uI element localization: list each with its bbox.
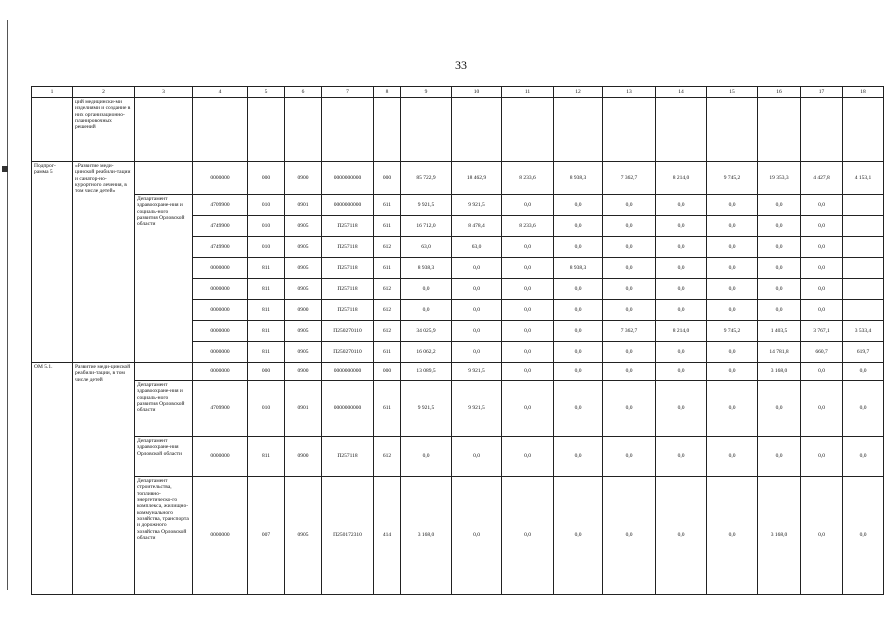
- value-cell: 007: [248, 477, 285, 595]
- value-cell: 0,0: [603, 437, 656, 477]
- value-cell: [843, 195, 884, 216]
- value-cell: 0000000: [193, 363, 248, 381]
- value-cell: 8 233,6: [502, 216, 554, 237]
- value-cell: 0905: [285, 477, 322, 595]
- value-cell: 611: [374, 258, 401, 279]
- value-cell: 0,0: [843, 437, 884, 477]
- value-cell: 619,7: [843, 342, 884, 363]
- value-cell: 010: [248, 237, 285, 258]
- empty-cell: [135, 98, 193, 162]
- subprogram-code: Подпрог-рамма 5: [32, 162, 73, 363]
- column-number: 16: [758, 87, 801, 98]
- value-cell: 611: [374, 381, 401, 437]
- value-cell: 0,0: [603, 381, 656, 437]
- value-cell: 811: [248, 321, 285, 342]
- value-cell: 0,0: [707, 216, 758, 237]
- value-cell: 0,0: [603, 195, 656, 216]
- value-cell: 0,0: [401, 279, 452, 300]
- value-cell: 414: [374, 477, 401, 595]
- budget-table: [31, 86, 884, 595]
- value-cell: 16 062,2: [401, 342, 452, 363]
- performer-cell: Департамент здравоохране-ния и социаль-ного развития Орловской области: [135, 381, 193, 437]
- empty-cell: [707, 98, 758, 162]
- value-cell: 0,0: [801, 195, 843, 216]
- value-cell: 0,0: [758, 300, 801, 321]
- value-cell: 0,0: [707, 300, 758, 321]
- value-cell: 0,0: [843, 477, 884, 595]
- value-cell: 4 427,8: [801, 162, 843, 195]
- value-cell: 0,0: [502, 342, 554, 363]
- value-cell: 0,0: [801, 258, 843, 279]
- value-cell: 612: [374, 300, 401, 321]
- value-cell: П257118: [322, 258, 374, 279]
- continuation-name: ций медицински-ми изделиями и создание в них организационно-планировочных решений: [73, 98, 135, 162]
- value-cell: [843, 216, 884, 237]
- value-cell: 19 353,3: [758, 162, 801, 195]
- value-cell: 0,0: [707, 258, 758, 279]
- value-cell: 0,0: [452, 321, 502, 342]
- value-cell: 0000000: [193, 162, 248, 195]
- column-number: 7: [322, 87, 374, 98]
- value-cell: 000: [248, 363, 285, 381]
- value-cell: 0,0: [452, 342, 502, 363]
- value-cell: 0,0: [656, 342, 707, 363]
- value-cell: 3 168,0: [401, 477, 452, 595]
- value-cell: 0900: [285, 162, 322, 195]
- value-cell: 18 462,9: [452, 162, 502, 195]
- value-cell: 010: [248, 381, 285, 437]
- value-cell: 0,0: [554, 300, 603, 321]
- empty-cell: [554, 98, 603, 162]
- column-number: 8: [374, 87, 401, 98]
- table-row: [32, 477, 884, 595]
- value-cell: 0,0: [707, 279, 758, 300]
- column-number: 5: [248, 87, 285, 98]
- table-row: [32, 381, 884, 437]
- left-margin-rule: [7, 20, 8, 590]
- value-cell: [843, 300, 884, 321]
- value-cell: 0905: [285, 258, 322, 279]
- value-cell: 0,0: [656, 300, 707, 321]
- value-cell: 0905: [285, 279, 322, 300]
- value-cell: 8 938,3: [401, 258, 452, 279]
- value-cell: 811: [248, 437, 285, 477]
- empty-cell: [248, 98, 285, 162]
- value-cell: 0,0: [502, 195, 554, 216]
- value-cell: 8 478,4: [452, 216, 502, 237]
- value-cell: 0,0: [707, 437, 758, 477]
- continuation-row: [32, 98, 884, 162]
- value-cell: [843, 237, 884, 258]
- value-cell: П257118: [322, 437, 374, 477]
- value-cell: 85 722,9: [401, 162, 452, 195]
- empty-cell: [285, 98, 322, 162]
- value-cell: 0,0: [502, 363, 554, 381]
- value-cell: 4749900: [193, 237, 248, 258]
- value-cell: 0,0: [801, 363, 843, 381]
- value-cell: П250270110: [322, 321, 374, 342]
- value-cell: 0,0: [603, 477, 656, 595]
- value-cell: 010: [248, 216, 285, 237]
- value-cell: 9 921,5: [401, 381, 452, 437]
- value-cell: 0,0: [502, 381, 554, 437]
- table-row: [32, 363, 884, 381]
- value-cell: 0,0: [401, 300, 452, 321]
- column-number-header-row: [32, 87, 884, 98]
- value-cell: 0000000: [193, 279, 248, 300]
- value-cell: 0,0: [758, 381, 801, 437]
- value-cell: 0,0: [401, 437, 452, 477]
- value-cell: 3 533,4: [843, 321, 884, 342]
- empty-cell: [322, 98, 374, 162]
- value-cell: 0,0: [603, 216, 656, 237]
- value-cell: 0900: [285, 363, 322, 381]
- value-cell: 4 153,1: [843, 162, 884, 195]
- value-cell: 0,0: [656, 381, 707, 437]
- value-cell: 811: [248, 342, 285, 363]
- empty-cell: [32, 98, 73, 162]
- value-cell: 0,0: [603, 237, 656, 258]
- value-cell: 611: [374, 342, 401, 363]
- value-cell: 0,0: [801, 300, 843, 321]
- value-cell: 4749900: [193, 216, 248, 237]
- empty-cell: [374, 98, 401, 162]
- value-cell: 0,0: [758, 279, 801, 300]
- performer-cell: [135, 162, 193, 195]
- value-cell: 9 921,5: [452, 363, 502, 381]
- empty-cell: [801, 98, 843, 162]
- value-cell: 0901: [285, 381, 322, 437]
- value-cell: 0,0: [707, 477, 758, 595]
- page-number: 33: [455, 58, 467, 72]
- value-cell: П250270110: [322, 342, 374, 363]
- value-cell: 0000000: [193, 300, 248, 321]
- value-cell: 0,0: [603, 300, 656, 321]
- value-cell: 0,0: [843, 381, 884, 437]
- value-cell: 0,0: [801, 237, 843, 258]
- value-cell: 0000000: [193, 477, 248, 595]
- value-cell: 8 233,6: [502, 162, 554, 195]
- value-cell: 0000000: [193, 258, 248, 279]
- value-cell: 0,0: [452, 477, 502, 595]
- value-cell: 0,0: [452, 258, 502, 279]
- value-cell: 9 921,5: [452, 381, 502, 437]
- value-cell: 0,0: [502, 300, 554, 321]
- value-cell: 0,0: [554, 216, 603, 237]
- value-cell: 0000000: [193, 342, 248, 363]
- measure-code: ОМ 5.1.: [32, 363, 73, 595]
- value-cell: 0,0: [707, 363, 758, 381]
- column-number: 14: [656, 87, 707, 98]
- value-cell: П257118: [322, 300, 374, 321]
- value-cell: 0000000000: [322, 162, 374, 195]
- value-cell: 9 745,2: [707, 321, 758, 342]
- value-cell: П257118: [322, 237, 374, 258]
- value-cell: 0,0: [554, 363, 603, 381]
- column-number: 12: [554, 87, 603, 98]
- value-cell: 811: [248, 279, 285, 300]
- value-cell: 0,0: [502, 477, 554, 595]
- value-cell: 0000000000: [322, 363, 374, 381]
- value-cell: [843, 258, 884, 279]
- value-cell: 0905: [285, 216, 322, 237]
- empty-cell: [193, 98, 248, 162]
- subprogram-performer: Департамент здравоохране-ния и социаль-ного развития Орловской области: [135, 195, 193, 363]
- value-cell: 0000000: [193, 437, 248, 477]
- value-cell: 0,0: [656, 477, 707, 595]
- value-cell: 8 938,3: [554, 162, 603, 195]
- value-cell: 0000000000: [322, 381, 374, 437]
- value-cell: 0,0: [554, 381, 603, 437]
- value-cell: 7 362,7: [603, 321, 656, 342]
- value-cell: 0,0: [554, 437, 603, 477]
- value-cell: 0900: [285, 437, 322, 477]
- value-cell: 000: [374, 363, 401, 381]
- column-number: 18: [843, 87, 884, 98]
- column-number: 4: [193, 87, 248, 98]
- value-cell: 0000000: [193, 321, 248, 342]
- value-cell: 010: [248, 195, 285, 216]
- value-cell: 0,0: [801, 216, 843, 237]
- value-cell: 0,0: [502, 321, 554, 342]
- value-cell: 0,0: [758, 237, 801, 258]
- value-cell: 0,0: [603, 258, 656, 279]
- value-cell: 0,0: [603, 363, 656, 381]
- subprogram-name: «Развитие меди-цинской реабили-тации и санатор-но-курортного лечения, в том числе детей»: [73, 162, 135, 363]
- value-cell: 660,7: [801, 342, 843, 363]
- value-cell: 0,0: [801, 477, 843, 595]
- value-cell: 0905: [285, 237, 322, 258]
- value-cell: 0,0: [801, 381, 843, 437]
- value-cell: 611: [374, 195, 401, 216]
- table-row: [32, 195, 884, 216]
- value-cell: 0,0: [452, 437, 502, 477]
- value-cell: 0,0: [502, 437, 554, 477]
- value-cell: 0,0: [603, 342, 656, 363]
- value-cell: 0,0: [801, 437, 843, 477]
- value-cell: 13 089,5: [401, 363, 452, 381]
- value-cell: 16 712,0: [401, 216, 452, 237]
- value-cell: 7 362,7: [603, 162, 656, 195]
- value-cell: 0,0: [502, 237, 554, 258]
- value-cell: 0,0: [707, 195, 758, 216]
- value-cell: 0,0: [502, 258, 554, 279]
- value-cell: 3 168,0: [758, 363, 801, 381]
- value-cell: 0,0: [554, 195, 603, 216]
- value-cell: 612: [374, 279, 401, 300]
- value-cell: 3 168,0: [758, 477, 801, 595]
- empty-cell: [843, 98, 884, 162]
- empty-cell: [401, 98, 452, 162]
- value-cell: 8 214,0: [656, 321, 707, 342]
- value-cell: 0905: [285, 321, 322, 342]
- column-number: 6: [285, 87, 322, 98]
- left-margin-mark: [2, 166, 8, 172]
- table-row: [32, 437, 884, 477]
- value-cell: 0,0: [656, 237, 707, 258]
- value-cell: 811: [248, 300, 285, 321]
- column-number: 10: [452, 87, 502, 98]
- value-cell: 0,0: [656, 363, 707, 381]
- value-cell: 0,0: [758, 437, 801, 477]
- value-cell: 0,0: [801, 279, 843, 300]
- value-cell: 611: [374, 216, 401, 237]
- value-cell: 000: [374, 162, 401, 195]
- value-cell: 63,0: [401, 237, 452, 258]
- value-cell: 0,0: [758, 216, 801, 237]
- value-cell: 0,0: [554, 477, 603, 595]
- value-cell: 000: [248, 162, 285, 195]
- value-cell: 0,0: [707, 237, 758, 258]
- value-cell: 1 403,5: [758, 321, 801, 342]
- value-cell: 0,0: [656, 437, 707, 477]
- value-cell: 9 921,5: [452, 195, 502, 216]
- value-cell: 0,0: [707, 342, 758, 363]
- value-cell: [843, 279, 884, 300]
- value-cell: 0,0: [603, 279, 656, 300]
- value-cell: 4709900: [193, 195, 248, 216]
- value-cell: 0,0: [554, 321, 603, 342]
- value-cell: 0900: [285, 300, 322, 321]
- value-cell: 0,0: [554, 237, 603, 258]
- value-cell: 0,0: [452, 279, 502, 300]
- empty-cell: [603, 98, 656, 162]
- empty-cell: [656, 98, 707, 162]
- value-cell: 8 214,0: [656, 162, 707, 195]
- value-cell: 9 921,5: [401, 195, 452, 216]
- value-cell: 4709900: [193, 381, 248, 437]
- value-cell: 0,0: [554, 279, 603, 300]
- performer-cell: [135, 363, 193, 381]
- value-cell: 0,0: [656, 258, 707, 279]
- empty-cell: [758, 98, 801, 162]
- value-cell: 0,0: [656, 279, 707, 300]
- value-cell: 3 767,1: [801, 321, 843, 342]
- column-number: 1: [32, 87, 73, 98]
- value-cell: П257118: [322, 216, 374, 237]
- value-cell: 14 781,8: [758, 342, 801, 363]
- value-cell: 811: [248, 258, 285, 279]
- value-cell: 0,0: [452, 300, 502, 321]
- value-cell: 0000000000: [322, 195, 374, 216]
- empty-cell: [502, 98, 554, 162]
- value-cell: 612: [374, 321, 401, 342]
- performer-cell: Департамент здравоохране-ния Орловской области: [135, 437, 193, 477]
- column-number: 11: [502, 87, 554, 98]
- column-number: 13: [603, 87, 656, 98]
- value-cell: 34 025,9: [401, 321, 452, 342]
- column-number: 17: [801, 87, 843, 98]
- value-cell: 8 938,3: [554, 258, 603, 279]
- measure-name: Развитие меди-цинской реабили-тации, в том числе детей: [73, 363, 135, 595]
- value-cell: 0,0: [758, 195, 801, 216]
- column-number: 2: [73, 87, 135, 98]
- value-cell: 0,0: [656, 195, 707, 216]
- value-cell: П250172310: [322, 477, 374, 595]
- value-cell: 0905: [285, 342, 322, 363]
- column-number: 3: [135, 87, 193, 98]
- performer-cell: Департамент строительства, топливно-энергетическо-го комплекса, жилищно-коммунального хозяйства, транспорта и дорожного хозяйства Орловской области: [135, 477, 193, 595]
- value-cell: 9 745,2: [707, 162, 758, 195]
- table-row: [32, 162, 884, 195]
- value-cell: 0,0: [707, 381, 758, 437]
- value-cell: 63,0: [452, 237, 502, 258]
- value-cell: 612: [374, 437, 401, 477]
- value-cell: 612: [374, 237, 401, 258]
- value-cell: 0,0: [758, 258, 801, 279]
- column-number: 15: [707, 87, 758, 98]
- value-cell: 0,0: [502, 279, 554, 300]
- value-cell: 0,0: [843, 363, 884, 381]
- empty-cell: [452, 98, 502, 162]
- column-number: 9: [401, 87, 452, 98]
- value-cell: 0901: [285, 195, 322, 216]
- value-cell: 0,0: [656, 216, 707, 237]
- value-cell: 0,0: [554, 342, 603, 363]
- value-cell: П257118: [322, 279, 374, 300]
